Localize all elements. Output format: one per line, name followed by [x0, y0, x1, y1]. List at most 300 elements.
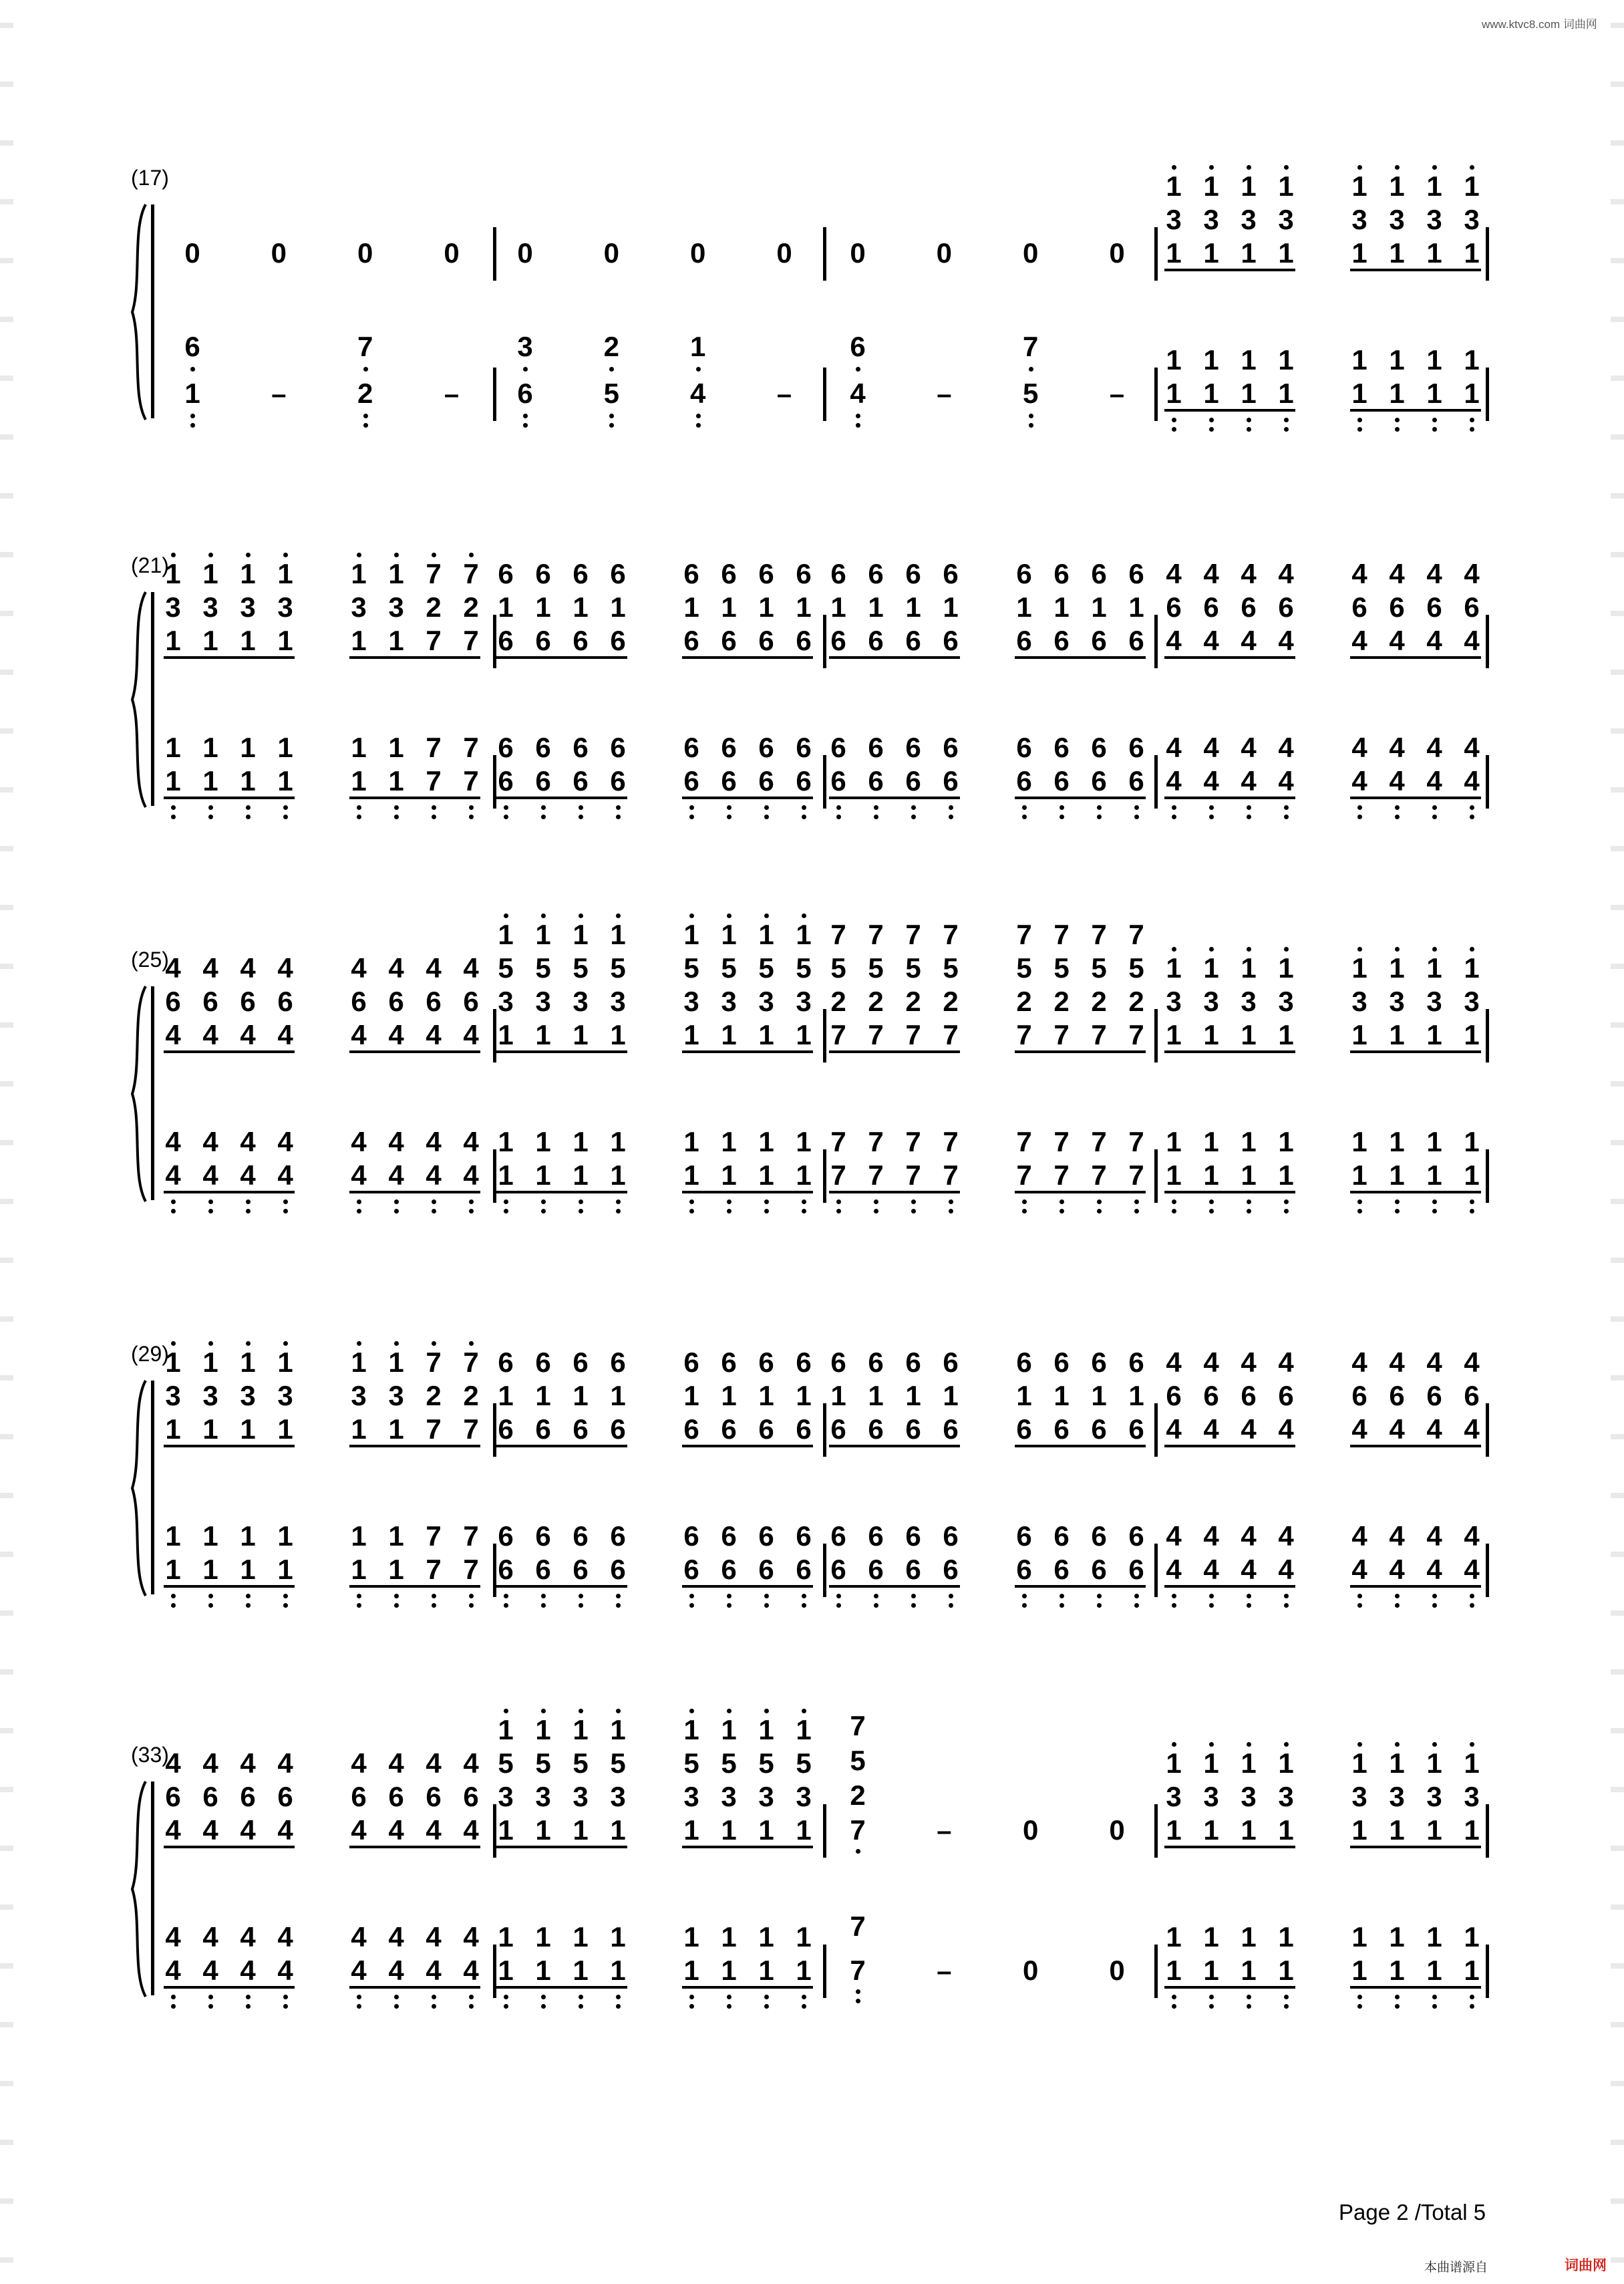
- octave-dot: [1097, 815, 1102, 819]
- octave-dot: [541, 1709, 546, 1713]
- note-digit: 4: [165, 1126, 181, 1157]
- octave-dot: [1432, 1209, 1437, 1214]
- note-digit: 1: [1241, 1747, 1257, 1779]
- note-digit: 4: [277, 1814, 293, 1846]
- octave-dot: [1172, 1995, 1176, 1999]
- beam-line: [682, 1846, 813, 1848]
- beam-line: [1015, 1191, 1146, 1193]
- note-digit: 7: [1128, 1019, 1144, 1050]
- note-digit: 4: [1464, 765, 1480, 797]
- note-digit: 6: [165, 1781, 181, 1812]
- note-digit: 6: [610, 1346, 626, 1378]
- note-digit: 1: [905, 591, 921, 623]
- octave-dot: [208, 2004, 213, 2009]
- octave-dot: [208, 1199, 213, 1204]
- note-digit: 5: [943, 952, 959, 984]
- note-digit: 4: [1278, 765, 1294, 797]
- octave-dot: [469, 1199, 474, 1204]
- octave-dot: [1284, 815, 1289, 819]
- note-digit: 4: [1464, 1554, 1480, 1585]
- note-digit: 4: [240, 1159, 256, 1191]
- note-digit: 6: [463, 1781, 479, 1812]
- note-digit: 5: [610, 952, 626, 984]
- note-digit: 5: [905, 952, 921, 984]
- note-digit: 6: [498, 1520, 514, 1552]
- note-digit: 1: [165, 1346, 181, 1378]
- note-digit: 1: [1351, 1159, 1367, 1191]
- note-digit: 3: [535, 1781, 551, 1812]
- octave-dot: [911, 815, 916, 819]
- octave-dot: [874, 1209, 878, 1214]
- note-digit: 1: [758, 1159, 774, 1191]
- note-digit: 7: [905, 1019, 921, 1050]
- note-digit: 1: [1241, 1921, 1257, 1953]
- octave-dot: [283, 1594, 288, 1598]
- note-digit: 7: [357, 331, 373, 362]
- note-digit: 4: [426, 1159, 442, 1191]
- note-digit: 4: [1166, 625, 1182, 656]
- note-digit: 1: [1091, 591, 1107, 623]
- note-digit: 3: [1241, 986, 1257, 1017]
- octave-dot: [1395, 427, 1400, 432]
- barline: [493, 1544, 496, 1597]
- note-digit: 1: [535, 919, 551, 950]
- note-digit: 6: [1016, 558, 1032, 589]
- octave-dot: [1432, 1742, 1437, 1747]
- octave-dot: [208, 1603, 213, 1608]
- octave-dot: [357, 1995, 361, 1999]
- note-digit: 4: [388, 1159, 404, 1191]
- note-digit: 1: [1351, 237, 1367, 269]
- note-digit: 1: [1016, 591, 1032, 623]
- octave-dot: [504, 1594, 508, 1598]
- octave-dot: [357, 2004, 361, 2009]
- note-digit: 1: [1426, 952, 1442, 984]
- note-digit: 1: [1389, 952, 1405, 984]
- barline: [1486, 1804, 1489, 1858]
- barline: [1154, 755, 1158, 809]
- note-digit: 1: [1053, 1380, 1070, 1411]
- note-digit: 4: [351, 1747, 367, 1779]
- note-digit: 3: [721, 1781, 737, 1812]
- note-digit: 0: [936, 237, 953, 269]
- note-digit: 1: [165, 1413, 181, 1445]
- extend-dash: –: [271, 380, 287, 409]
- octave-dot: [363, 423, 368, 428]
- octave-dot: [802, 1709, 806, 1713]
- octave-dot: [1029, 414, 1033, 418]
- note-digit: 6: [573, 765, 589, 797]
- note-digit: 6: [1389, 1380, 1405, 1411]
- note-digit: 1: [535, 1019, 551, 1050]
- note-digit: 6: [830, 1554, 846, 1585]
- beam-line: [349, 656, 480, 659]
- note-digit: 6: [905, 1554, 921, 1585]
- note-digit: 3: [1464, 1781, 1480, 1812]
- note-digit: 1: [758, 1019, 774, 1050]
- note-digit: 0: [1109, 1955, 1125, 1986]
- note-digit: 4: [1203, 765, 1219, 797]
- octave-dot: [1097, 1594, 1102, 1598]
- note-digit: 1: [202, 1346, 218, 1378]
- note-digit: 4: [351, 1159, 367, 1191]
- score-system: [0, 1710, 1624, 2025]
- note-digit: 6: [850, 331, 866, 362]
- octave-dot: [504, 1603, 508, 1608]
- note-digit: 1: [796, 1814, 812, 1846]
- note-digit: 6: [868, 1346, 884, 1378]
- octave-dot: [1209, 2004, 1214, 2009]
- note-digit: 5: [830, 952, 846, 984]
- note-digit: 4: [1166, 1346, 1182, 1378]
- octave-dot: [1395, 1603, 1400, 1608]
- octave-dot: [689, 913, 694, 918]
- barline: [1154, 1945, 1158, 1998]
- octave-dot: [394, 805, 399, 810]
- octave-dot: [1395, 1209, 1400, 1214]
- note-digit: 4: [165, 1159, 181, 1191]
- note-digit: 4: [463, 1159, 479, 1191]
- octave-dot: [432, 805, 436, 810]
- note-digit: 1: [388, 558, 404, 589]
- note-digit: 4: [463, 1747, 479, 1779]
- octave-dot: [1247, 2004, 1251, 2009]
- note-digit: 6: [573, 558, 589, 589]
- octave-dot: [541, 2004, 546, 2009]
- note-digit: 4: [1389, 732, 1405, 763]
- note-digit: 6: [498, 765, 514, 797]
- octave-dot: [504, 913, 508, 918]
- octave-dot: [689, 1603, 694, 1608]
- note-digit: 4: [426, 952, 442, 984]
- note-digit: 6: [610, 765, 626, 797]
- barline: [823, 1804, 826, 1858]
- octave-dot: [1432, 947, 1437, 952]
- note-digit: 6: [610, 558, 626, 589]
- octave-dot: [246, 805, 251, 810]
- note-digit: 1: [683, 1380, 699, 1411]
- note-digit: 2: [868, 986, 884, 1017]
- note-digit: 4: [240, 1921, 256, 1953]
- octave-dot: [836, 815, 841, 819]
- note-digit: 1: [240, 765, 256, 797]
- note-digit: 4: [1389, 1520, 1405, 1552]
- note-digit: 4: [202, 952, 218, 984]
- note-digit: 5: [758, 1747, 774, 1779]
- beam-line: [829, 1585, 960, 1588]
- note-digit: 1: [202, 1413, 218, 1445]
- octave-dot: [1470, 947, 1474, 952]
- octave-dot: [856, 1999, 860, 2003]
- octave-dot: [616, 1709, 621, 1713]
- note-digit: 1: [202, 1520, 218, 1552]
- note-digit: 4: [202, 1955, 218, 1986]
- note-digit: 3: [1389, 986, 1405, 1017]
- octave-dot: [1209, 1603, 1214, 1608]
- octave-dot: [1060, 1594, 1064, 1598]
- note-digit: 1: [1426, 1159, 1442, 1191]
- note-digit: 4: [388, 1126, 404, 1157]
- note-digit: 1: [610, 1921, 626, 1953]
- octave-dot: [1209, 427, 1214, 432]
- beam-line: [1164, 409, 1295, 412]
- octave-dot: [727, 815, 732, 819]
- octave-dot: [1284, 1594, 1289, 1598]
- staff-brace: [127, 589, 154, 810]
- note-digit: 6: [868, 1554, 884, 1585]
- octave-dot: [856, 367, 860, 372]
- note-digit: 1: [683, 1955, 699, 1986]
- octave-dot: [1284, 1995, 1289, 1999]
- note-digit: 4: [277, 1747, 293, 1779]
- barline: [823, 1149, 826, 1203]
- note-digit: 2: [357, 378, 373, 409]
- octave-dot: [874, 815, 878, 819]
- note-digit: 1: [1203, 952, 1219, 984]
- octave-dot: [1284, 1199, 1289, 1204]
- note-digit: 1: [535, 1955, 551, 1986]
- octave-dot: [579, 2004, 583, 2009]
- extend-dash: –: [444, 380, 460, 409]
- note-digit: 6: [1016, 732, 1032, 763]
- note-digit: 7: [868, 919, 884, 950]
- note-digit: 6: [758, 1346, 774, 1378]
- octave-dot: [609, 414, 614, 418]
- note-digit: 6: [868, 558, 884, 589]
- note-digit: 1: [796, 1921, 812, 1953]
- note-digit: 4: [1203, 558, 1219, 589]
- note-digit: 6: [498, 1346, 514, 1378]
- note-digit: 1: [1278, 237, 1294, 269]
- octave-dot: [1172, 815, 1176, 819]
- octave-dot: [802, 913, 806, 918]
- note-digit: 6: [1091, 558, 1107, 589]
- octave-dot: [1247, 947, 1251, 952]
- system-left-line: [151, 1381, 154, 1594]
- note-digit: 7: [1016, 1159, 1032, 1191]
- note-digit: 1: [165, 558, 181, 589]
- note-digit: 1: [1241, 1159, 1257, 1191]
- octave-dot: [171, 1594, 176, 1598]
- note-digit: 6: [1053, 732, 1070, 763]
- barline: [823, 227, 826, 281]
- note-digit: 7: [1022, 331, 1039, 362]
- extend-dash: –: [937, 1816, 952, 1846]
- note-digit: 6: [1053, 1554, 1070, 1585]
- note-digit: 7: [463, 625, 479, 656]
- note-digit: 1: [868, 591, 884, 623]
- barline: [823, 1544, 826, 1597]
- note-digit: 6: [498, 1413, 514, 1445]
- note-digit: 3: [796, 986, 812, 1017]
- octave-dot: [541, 1209, 546, 1214]
- octave-dot: [616, 1209, 621, 1214]
- note-digit: 1: [1278, 1921, 1294, 1953]
- note-digit: 6: [1426, 591, 1442, 623]
- note-digit: 3: [683, 1781, 699, 1812]
- octave-dot: [1357, 1742, 1362, 1747]
- note-digit: 5: [498, 1747, 514, 1779]
- octave-dot: [357, 1199, 361, 1204]
- octave-dot: [689, 1995, 694, 1999]
- note-digit: 1: [351, 1346, 367, 1378]
- octave-dot: [727, 2004, 732, 2009]
- barline: [1486, 755, 1489, 809]
- note-digit: 1: [1278, 378, 1294, 409]
- octave-dot: [764, 2004, 769, 2009]
- octave-dot: [1357, 2004, 1362, 2009]
- note-digit: 2: [1016, 986, 1032, 1017]
- note-digit: 6: [796, 1413, 812, 1445]
- note-digit: 6: [1128, 1554, 1144, 1585]
- note-digit: 0: [271, 237, 287, 269]
- note-digit: 1: [1166, 1159, 1182, 1191]
- note-digit: 6: [796, 732, 812, 763]
- note-digit: 7: [1128, 1159, 1144, 1191]
- octave-dot: [283, 1209, 288, 1214]
- octave-dot: [579, 1594, 583, 1598]
- note-digit: 6: [573, 1346, 589, 1378]
- note-digit: 3: [165, 591, 181, 623]
- note-digit: 1: [1091, 1380, 1107, 1411]
- octave-dot: [1284, 418, 1289, 422]
- barline: [493, 1945, 496, 1998]
- octave-dot: [1097, 805, 1102, 810]
- note-digit: 4: [1351, 765, 1367, 797]
- barline: [823, 1945, 826, 1998]
- note-digit: 6: [426, 1781, 442, 1812]
- note-digit: 1: [610, 919, 626, 950]
- octave-dot: [190, 423, 195, 428]
- octave-dot: [357, 815, 361, 819]
- barline: [1486, 1544, 1489, 1597]
- note-digit: 6: [721, 1346, 737, 1378]
- octave-dot: [432, 815, 436, 819]
- note-digit: 2: [850, 1779, 866, 1811]
- note-digit: 3: [1351, 1781, 1367, 1812]
- octave-dot: [1395, 1742, 1400, 1747]
- barline: [1154, 1544, 1158, 1597]
- octave-dot: [1357, 815, 1362, 819]
- beam-line: [1164, 1050, 1295, 1053]
- note-digit: 7: [426, 732, 442, 763]
- note-digit: 6: [573, 1554, 589, 1585]
- beam-line: [1164, 1986, 1295, 1989]
- octave-dot: [836, 805, 841, 810]
- note-digit: 6: [426, 986, 442, 1017]
- note-digit: 1: [388, 1413, 404, 1445]
- note-digit: 3: [517, 331, 533, 362]
- note-digit: 7: [1091, 1159, 1107, 1191]
- octave-dot: [432, 1341, 436, 1346]
- octave-dot: [1134, 815, 1139, 819]
- note-digit: 4: [1241, 1413, 1257, 1445]
- note-digit: 6: [905, 732, 921, 763]
- octave-dot: [541, 805, 546, 810]
- octave-dot: [208, 1594, 213, 1598]
- note-digit: 1: [1278, 1955, 1294, 1986]
- note-digit: 4: [1241, 765, 1257, 797]
- octave-dot: [469, 1341, 474, 1346]
- note-digit: 4: [1464, 1520, 1480, 1552]
- note-digit: 4: [388, 1814, 404, 1846]
- measure-number: (21): [131, 553, 169, 577]
- note-digit: 4: [1389, 1413, 1405, 1445]
- note-digit: 4: [388, 1955, 404, 1986]
- note-digit: 1: [351, 625, 367, 656]
- note-digit: 3: [277, 591, 293, 623]
- octave-dot: [1247, 815, 1251, 819]
- octave-dot: [1395, 805, 1400, 810]
- note-digit: 0: [689, 237, 706, 269]
- note-digit: 4: [689, 378, 706, 409]
- note-digit: 6: [943, 1520, 959, 1552]
- note-digit: 6: [610, 732, 626, 763]
- octave-dot: [1357, 1199, 1362, 1204]
- octave-dot: [764, 1199, 769, 1204]
- note-digit: 1: [1241, 1955, 1257, 1986]
- note-digit: 7: [905, 919, 921, 950]
- note-digit: 6: [721, 625, 737, 656]
- octave-dot: [616, 805, 621, 810]
- octave-dot: [1284, 1603, 1289, 1608]
- barline: [493, 1149, 496, 1203]
- octave-dot: [363, 414, 368, 418]
- octave-dot: [1357, 1603, 1362, 1608]
- note-digit: 1: [1351, 1747, 1367, 1779]
- octave-dot: [504, 805, 508, 810]
- note-digit: 7: [463, 765, 479, 797]
- octave-dot: [1432, 1995, 1437, 1999]
- note-digit: 1: [535, 1126, 551, 1157]
- note-digit: 1: [351, 1554, 367, 1585]
- note-digit: 0: [776, 237, 792, 269]
- note-digit: 0: [357, 237, 373, 269]
- octave-dot: [689, 1594, 694, 1598]
- note-digit: 1: [1241, 1126, 1257, 1157]
- note-digit: 7: [1016, 1019, 1032, 1050]
- octave-dot: [727, 1199, 732, 1204]
- note-digit: 6: [463, 986, 479, 1017]
- octave-dot: [727, 913, 732, 918]
- note-digit: 6: [202, 986, 218, 1017]
- octave-dot: [523, 414, 528, 418]
- note-digit: 6: [610, 1520, 626, 1552]
- barline: [493, 1403, 496, 1457]
- octave-dot: [394, 815, 399, 819]
- beam-line: [349, 1050, 480, 1053]
- octave-dot: [171, 2004, 176, 2009]
- note-digit: 4: [165, 1814, 181, 1846]
- beam-line: [1015, 1050, 1146, 1053]
- note-digit: 6: [868, 732, 884, 763]
- octave-dot: [357, 1209, 361, 1214]
- note-digit: 6: [573, 1413, 589, 1445]
- note-digit: 4: [202, 1126, 218, 1157]
- octave-dot: [1247, 805, 1251, 810]
- octave-dot: [616, 1995, 621, 1999]
- octave-dot: [1022, 805, 1027, 810]
- note-digit: 1: [1278, 170, 1294, 202]
- octave-dot: [394, 1209, 399, 1214]
- note-digit: 6: [535, 765, 551, 797]
- beam-line: [1350, 1050, 1481, 1053]
- beam-line: [349, 1846, 480, 1848]
- note-digit: 5: [1016, 952, 1032, 984]
- note-digit: 2: [1053, 986, 1070, 1017]
- note-digit: 6: [796, 1520, 812, 1552]
- note-digit: 1: [1278, 1126, 1294, 1157]
